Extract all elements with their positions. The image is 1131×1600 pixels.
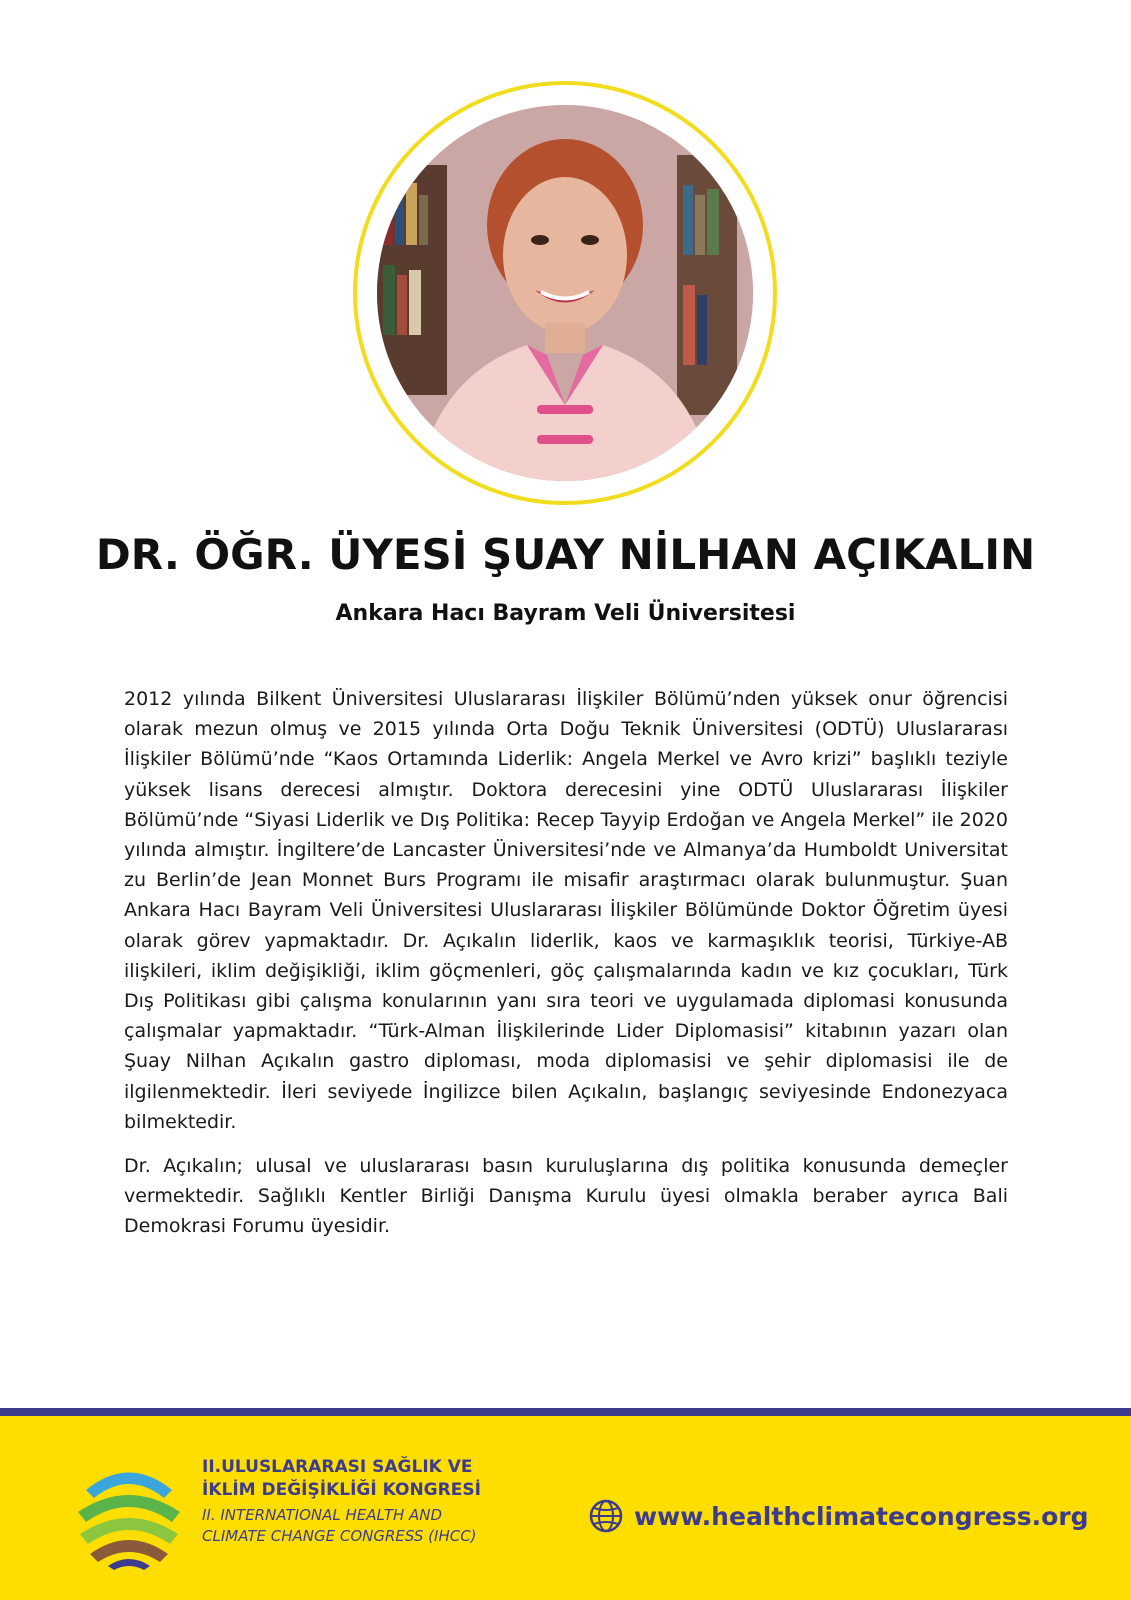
speaker-portrait-illustration <box>377 105 753 481</box>
website-url[interactable]: www.healthclimatecongress.org <box>634 1501 1089 1531</box>
footer-divider <box>0 1408 1131 1416</box>
speaker-affiliation: Ankara Hacı Bayram Veli Üniversitesi <box>335 601 796 626</box>
congress-name-en-line1: II. INTERNATIONAL HEALTH AND <box>202 1506 443 1524</box>
speaker-photo <box>377 105 753 481</box>
bio-paragraph-1: 2012 yılında Bilkent Üniversitesi Uluslararası İlişkiler Bölümü’nden yüksek onur öğrencisi olarak mezun olmuş ve 2015 yılında Orta Doğu Teknik Üniversitesi (ODTÜ) Uluslararası İlişkiler Bölümü’nde “Kaos Ortamında Liderlik: Angela Merkel ve Avro krizi” başlıklı teziyle yüksek lisans derecesi almıştır. Doktora derecesini yine ODTÜ Uluslararası İlişkiler Bölümü’nde “Siyasi Liderlik ve Dış Politika: Recep Tayyip Erdoğan ve Angela Merkel” ile 2020 yılında almıştır. İngiltere’de Lancaster Üniversitesi’nde ve Almanya’da Humboldt Universitat zu Berlin’de Jean Monnet Burs Programı ile misafir araştırmacı olarak bulunmuştur. Şuan Ankara Hacı Bayram Veli Üniversitesi Uluslararası İlişkiler Bölümünde Doktor Öğretim üyesi olarak görev yapmaktadır. Dr. Açıkalın liderlik, kaos ve karmaşıklık teorisi, Türkiye-AB ilişkileri, iklim değişikliği, iklim göçmenleri, göç çalışmalarında kadın ve kız çocukları, Türk Dış Politikası gibi çalışma konularının yanı sıra teori ve uygulamada diplomasi konusunda çalışmalar yapmaktadır. “Türk-Alman İlişkilerinde Lider Diplomasisi” kitabının yazarı olan Şuay Nilhan Açıkalın gastro diploması, moda diplomasisi ve şehir diplomasisi ile de ilgilenmektedir. İleri seviyede İngilizce bilen Açıkalın, başlangıç seviyesinde Endonezyaca bilmektedir. <box>124 688 1008 1133</box>
congress-name-tr <box>202 1456 481 1502</box>
speaker-photo-ring <box>353 81 777 505</box>
congress-name-tr-line1: II.ULUSLARARASI SAĞLIK VE <box>202 1457 473 1477</box>
congress-name-en <box>202 1505 477 1547</box>
congress-name-tr-line2: İKLİM DEĞİŞİKLİĞİ KONGRESİ <box>202 1480 481 1500</box>
website-link[interactable] <box>588 1498 1089 1534</box>
congress-logo-icon <box>68 1450 190 1572</box>
speaker-bio <box>124 684 1008 1256</box>
congress-name-en-line2: CLIMATE CHANGE CONGRESS (IHCC) <box>202 1527 477 1545</box>
footer <box>0 1416 1131 1600</box>
bio-paragraph-2: Dr. Açıkalın; ulusal ve uluslararası basın kuruluşlarına dış politika konusunda demeçler vermektedir. Sağlıklı Kentler Birliği Danışma Kurulu üyesi olmakla beraber ayrıca Bali Demokrasi Forumu üyesidir. <box>124 1155 1008 1238</box>
speaker-name: DR. ÖĞR. ÜYESİ ŞUAY NİLHAN AÇIKALIN <box>95 530 1036 579</box>
globe-icon <box>588 1498 624 1534</box>
